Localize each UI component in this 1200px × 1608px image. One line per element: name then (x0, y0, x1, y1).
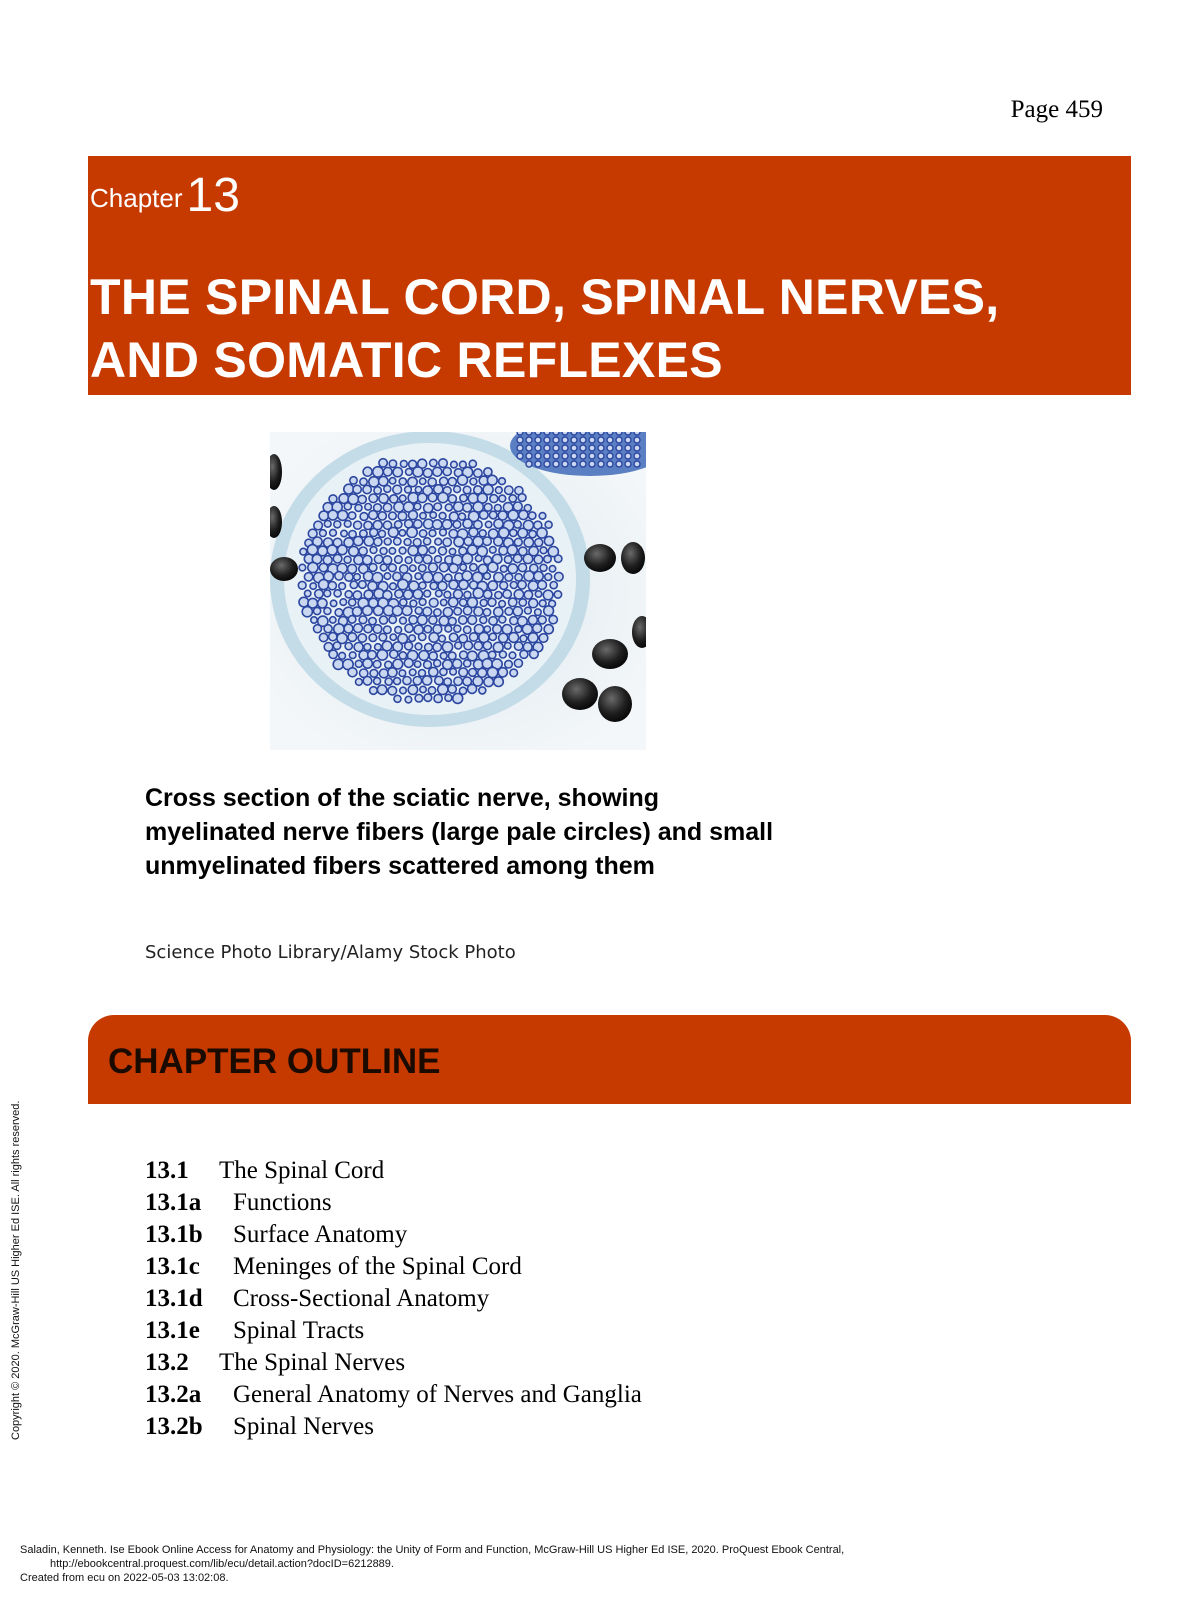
outline-section-title: Functions (233, 1189, 332, 1216)
outline-section-title: The Spinal Cord (219, 1157, 385, 1184)
outline-item (145, 1283, 642, 1315)
outline-item (145, 1315, 642, 1347)
chapter-banner (88, 156, 1131, 395)
chapter-outline-list (145, 1155, 642, 1443)
outline-section-number: 13.1d (145, 1285, 203, 1312)
outline-section-title: General Anatomy of Nerves and Ganglia (233, 1381, 642, 1408)
outline-item (145, 1219, 642, 1251)
outline-section-number: 13.2b (145, 1413, 203, 1440)
outline-item (145, 1379, 642, 1411)
outline-item (145, 1155, 642, 1187)
photo-credit: Science Photo Library/Alamy Stock Photo (145, 942, 516, 963)
page-number: Page 459 (1010, 96, 1103, 123)
outline-section-title: The Spinal Nerves (219, 1349, 406, 1376)
outline-section-title: Cross-Sectional Anatomy (233, 1285, 490, 1312)
outline-section-number: 13.1e (145, 1317, 200, 1344)
citation-footer (20, 1543, 1180, 1585)
citation-text: Saladin, Kenneth. Ise Ebook Online Access for Anatomy and Physiology: the Unity of Form and Function, McGraw-Hill US Higher Ed ISE, 2020. ProQuest Ebook Central, (20, 1544, 845, 1556)
outline-section-title: Spinal Nerves (233, 1413, 374, 1440)
chapter-outline-heading: CHAPTER OUTLINE (108, 1042, 441, 1081)
outline-item (145, 1251, 642, 1283)
outline-section-number: 13.2a (145, 1381, 202, 1408)
chapter-title: THE SPINAL CORD, SPINAL NERVES, AND SOMATIC REFLEXES (90, 269, 1000, 388)
figure-caption: Cross section of the sciatic nerve, showing myelinated nerve fibers (large pale circles) and small unmyelinated fibers scattered among them (145, 784, 774, 880)
outline-section-title: Surface Anatomy (233, 1221, 408, 1248)
chapter-label-text: Chapter (90, 183, 183, 213)
chapter-label (90, 168, 240, 223)
outline-section-number: 13.1a (145, 1189, 202, 1216)
citation-url[interactable]: http://ebookcentral.proquest.com/lib/ecu/detail.action?docID=6212889. (50, 1558, 394, 1570)
side-copyright-notice: Copyright © 2020. McGraw-Hill US Higher Ed ISE. All rights reserved. (10, 1100, 22, 1440)
outline-section-title: Spinal Tracts (233, 1317, 365, 1344)
chapter-outline-banner (88, 1015, 1131, 1104)
outline-section-number: 13.1c (145, 1253, 200, 1280)
chapter-number: 13 (186, 169, 240, 222)
created-timestamp: Created from ecu on 2022-05-03 13:02:08. (20, 1572, 229, 1584)
outline-section-number: 13.1b (145, 1221, 203, 1248)
outline-item (145, 1187, 642, 1219)
nerve-cross-section-photo (270, 432, 646, 750)
nerve-cross-section-illustration (270, 432, 646, 750)
outline-section-number: 13.2 (145, 1349, 189, 1376)
outline-section-number: 13.1 (145, 1157, 189, 1184)
outline-section-title: Meninges of the Spinal Cord (233, 1253, 522, 1280)
outline-item (145, 1411, 642, 1443)
outline-item (145, 1347, 642, 1379)
